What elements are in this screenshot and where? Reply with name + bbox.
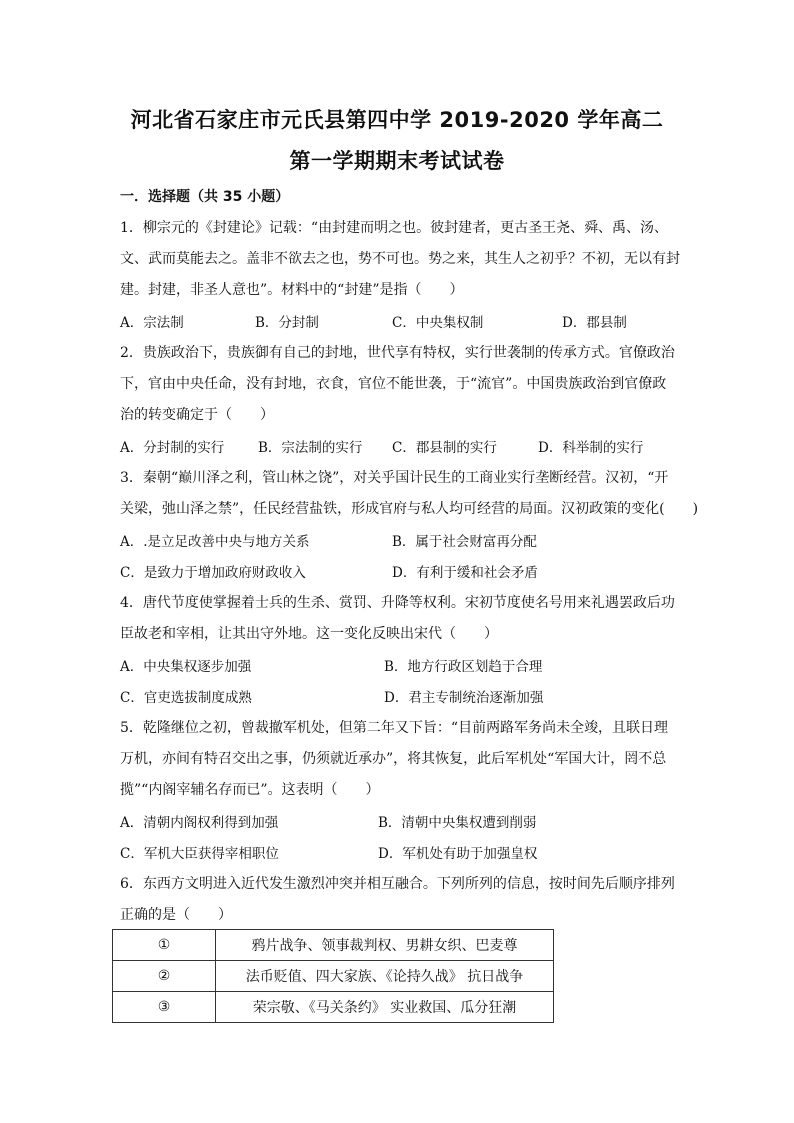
question-3-option-a: A．.是立足改善中央与地方关系 — [120, 534, 310, 550]
section-heading: 一．选择题（共 35 小题） — [120, 189, 290, 205]
question-5-line-3: 揽”“内阁宰辅名存而已”。这表明（ ） — [120, 782, 380, 798]
question-1-line-3: 建。封建，非圣人意也”。材料中的“封建”是指（ ） — [120, 282, 464, 298]
question-5-option-a: A．清朝内阁权利得到加强 — [120, 815, 279, 831]
question-2-line-2: 下，官由中央任命，没有封地，衣食，官位不能世袭，于“流官”。中国贵族政治到官僚政 — [120, 376, 667, 392]
table-cell-content: 法币贬值、四大家族、《论持久战》 抗日战争 — [216, 961, 554, 992]
question-3-option-d: D．有利于缓和社会矛盾 — [392, 565, 538, 581]
question-2-option-b: B．宗法制的实行 — [258, 440, 363, 456]
table-row — [113, 930, 554, 961]
table-cell-content: 鸦片战争、领事裁判权、男耕女织、巴麦尊 — [216, 930, 554, 961]
question-2-option-a: A．分封制的实行 — [120, 440, 225, 456]
question-1-option-b: B．分封制 — [255, 315, 319, 331]
page-title-line2: 第一学期期末考试试卷 — [289, 149, 505, 173]
question-2-line-1: 2．贵族政治下，贵族御有自己的封地，世代享有特权，实行世袭制的传承方式。官僚政治 — [120, 345, 675, 361]
question-1-line-2: 文、武而莫能去之。盖非不欲去之也，势不可也。势之来，其生人之初乎？不初，无以有封 — [120, 251, 680, 267]
question-4-option-b: B．地方行政区划趋于合理 — [384, 659, 543, 675]
question-3-line-1: 3．秦朝“巅川泽之利，管山林之饶”，对关乎国计民生的工商业实行垄断经营。汉初，“开 — [120, 470, 669, 486]
question-1-line-1: 1．柳宗元的《封建论》记载：“由封建而明之也。彼封建者，更古圣王尧、舜、禹、汤、 — [120, 220, 669, 236]
page-title-line1: 河北省石家庄市元氏县第四中学 2019-2020 学年高二 — [130, 108, 664, 132]
question-4-option-a: A．中央集权逐步加强 — [120, 659, 252, 675]
table-row — [113, 992, 554, 1023]
table-row — [113, 961, 554, 992]
question-4-line-1: 4．唐代节度使掌握着士兵的生杀、赏罚、升降等权利。宋初节度使名号用来礼遇罢政后功 — [120, 595, 675, 611]
table-cell-index: ③ — [113, 992, 216, 1023]
question-3-option-c: C．是致力于增加政府财政收入 — [120, 565, 306, 581]
question-1-option-a: A．宗法制 — [120, 315, 184, 331]
question-2-option-d: D．科举制的实行 — [538, 440, 644, 456]
question-2-line-3: 治的转变确定于（ ） — [120, 407, 274, 423]
question-5-option-c: C．军机大臣获得宰相职位 — [120, 846, 279, 862]
question-5-line-2: 万机，亦间有特召交出之事，仍须就近承办”，将其恢复，此后军机处“军国大计，罔不总 — [120, 751, 667, 767]
table-cell-content: 荣宗敬、《马关条约》 实业救国、瓜分狂潮 — [216, 992, 554, 1023]
question-5-option-b: B．清朝中央集权遭到削弱 — [378, 815, 537, 831]
question-6-line-2: 正确的是（ ） — [120, 907, 232, 923]
question-6-table — [112, 929, 554, 1023]
question-1-option-d: D．郡县制 — [562, 315, 627, 331]
question-5-line-1: 5．乾隆继位之初，曾裁撤军机处，但第二年又下旨：“目前两路军务尚未全竣，且联日理 — [120, 720, 669, 736]
question-3-line-2: 关梁，弛山泽之禁”，任民经营盐铁，形成官府与私人均可经营的局面。汉初政策的变化( ) — [120, 501, 699, 517]
question-4-line-2: 臣故老和宰相，让其出守外地。这一变化反映出宋代（ ） — [120, 626, 498, 642]
question-3-option-b: B．属于社会财富再分配 — [392, 534, 537, 550]
question-1-option-c: C．中央集权制 — [392, 315, 484, 331]
question-2-option-c: C．郡县制的实行 — [392, 440, 497, 456]
question-4-option-c: C．官吏选拔制度成熟 — [120, 690, 252, 706]
question-6-line-1: 6．东西方文明进入近代发生激烈冲突并相互融合。下列所列的信息，按时间先后顺序排列 — [120, 876, 675, 892]
question-5-option-d: D．军机处有助于加强皇权 — [378, 846, 538, 862]
question-4-option-d: D．君主专制统治逐渐加强 — [384, 690, 544, 706]
table-cell-index: ② — [113, 961, 216, 992]
table-cell-index: ① — [113, 930, 216, 961]
